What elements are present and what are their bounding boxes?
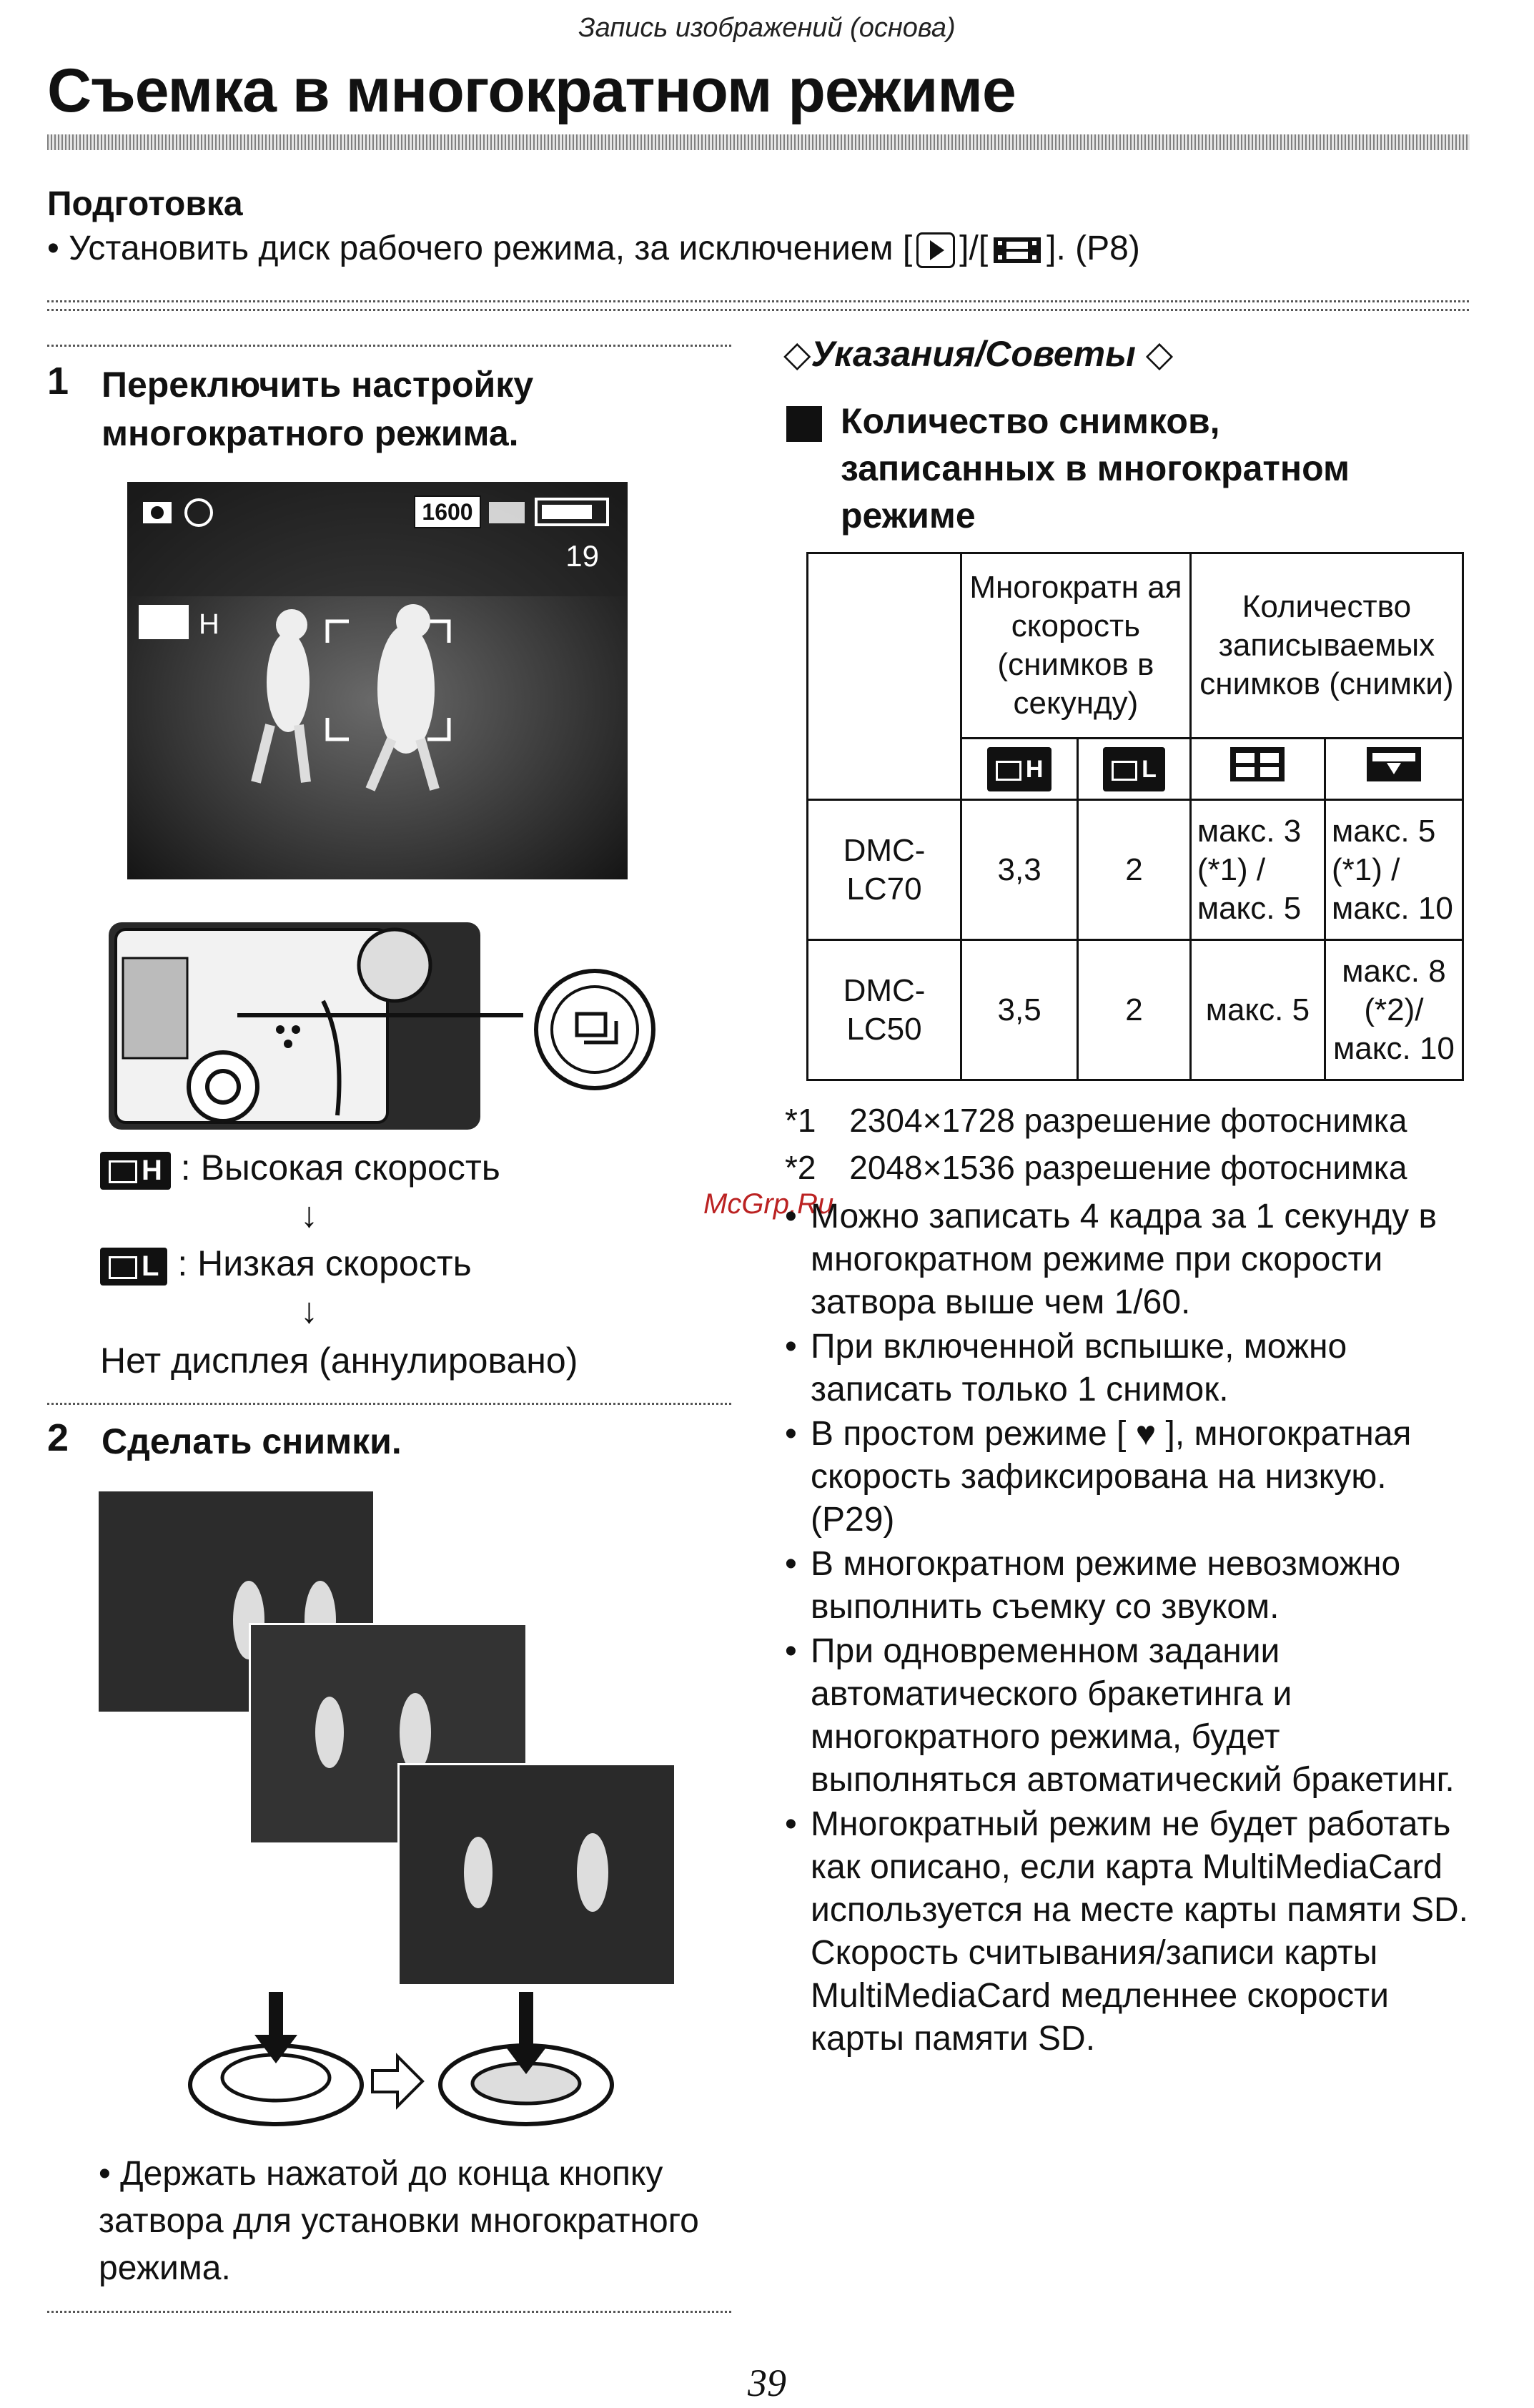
table-cell-h: 3,5 bbox=[961, 940, 1078, 1080]
table-cell-l: 2 bbox=[1078, 940, 1191, 1080]
watermark: McGrp.Ru bbox=[703, 1188, 834, 1220]
divider bbox=[47, 300, 1470, 302]
list-item: • При включенной вспышке, можно записать только 1 снимок. bbox=[785, 1326, 1471, 1411]
table-col-count: Количество записываемых снимков (снимки) bbox=[1190, 553, 1463, 739]
play-icon bbox=[916, 232, 955, 268]
table-row bbox=[808, 800, 1463, 940]
lcd-resolution: 1600 bbox=[422, 499, 473, 525]
footnote-2 bbox=[785, 1148, 1407, 1187]
table-cell-h: 3,3 bbox=[961, 800, 1078, 940]
list-item: • При одновременном задании автоматического бракетинга и многократного режима, будет выполняться автоматический бракетинг. bbox=[785, 1630, 1471, 1802]
footnote-mark: *2 bbox=[785, 1149, 816, 1186]
table-cell-fine: макс. 3 (*1) / макс. 5 bbox=[1190, 800, 1325, 940]
divider bbox=[47, 309, 1470, 311]
footnote-text: 2048×1536 разрешение фотоснимка bbox=[849, 1149, 1407, 1186]
quality-fine-icon bbox=[1190, 739, 1325, 800]
table-cell-fine: макс. 5 bbox=[1190, 940, 1325, 1080]
table-row bbox=[808, 940, 1463, 1080]
burst-low-icon: L bbox=[1078, 739, 1191, 800]
mode-off-label: Нет дисплея (аннулировано) bbox=[100, 1341, 578, 1381]
divider bbox=[47, 2311, 733, 2313]
list-item: • В простом режиме [ ♥ ], многократная скорость зафиксирована на низкую. (P29) bbox=[785, 1413, 1471, 1541]
tips-heading: ◇Указания/Советы ◇ bbox=[783, 334, 1174, 374]
burst-high-icon: H bbox=[961, 739, 1078, 800]
burst-count-table bbox=[806, 552, 1464, 1081]
divider bbox=[47, 345, 733, 347]
mode-high-label: : Высокая скорость bbox=[180, 1148, 500, 1188]
mode-high bbox=[100, 1147, 500, 1190]
table-cell-std: макс. 8 (*2)/ макс. 10 bbox=[1325, 940, 1463, 1080]
burst-low-icon: L bbox=[100, 1248, 167, 1286]
table-cell-l: 2 bbox=[1078, 800, 1191, 940]
prep-text bbox=[47, 229, 1140, 268]
prep-text-before: • Установить диск рабочего режима, за исключением [ bbox=[47, 230, 913, 267]
list-item: • Многократный режим не будет работать как описано, если карта MultiMediaCard используется на месте карты памяти SD. Скорость считывания/записи карты MultiMediaCard медленнее скорости карты памяти SD. bbox=[785, 1803, 1471, 2061]
quality-standard-icon bbox=[1325, 739, 1463, 800]
step-2-number: 2 bbox=[47, 1416, 69, 1459]
footnote-text: 2304×1728 разрешение фотоснимка bbox=[849, 1102, 1407, 1139]
lcd-screen-image bbox=[127, 482, 628, 879]
prep-text-mid: ]/[ bbox=[959, 230, 989, 267]
burst-high-icon: H bbox=[100, 1152, 171, 1190]
step-1-text: Переключить настройку многократного режима. bbox=[102, 365, 534, 453]
prep-heading: Подготовка bbox=[47, 185, 243, 223]
footnote-1 bbox=[785, 1101, 1407, 1140]
step-1-number: 1 bbox=[47, 360, 69, 403]
mode-low-label: : Низкая скорость bbox=[177, 1243, 472, 1283]
divider bbox=[47, 1403, 733, 1405]
page-number: 39 bbox=[748, 2362, 786, 2404]
down-arrow-icon: ↓ bbox=[300, 1195, 318, 1235]
mode-low bbox=[100, 1243, 472, 1286]
step-2-text: Сделать снимки. bbox=[102, 1421, 402, 1461]
lcd-mode: H bbox=[199, 608, 219, 640]
section-square-icon bbox=[786, 406, 822, 442]
tips-subheading: Количество снимков, записанных в многократном режиме bbox=[841, 401, 1350, 536]
table-header-row bbox=[808, 553, 1463, 739]
motion-picture-icon bbox=[992, 235, 1042, 266]
list-item: • Можно записать 4 кадра за 1 секунду в многократном режиме при скорости затвора выше чем 1/60. bbox=[785, 1195, 1471, 1324]
prep-text-after: ]. (P8) bbox=[1046, 230, 1140, 267]
lcd-shot-count: 19 bbox=[565, 539, 599, 573]
section-subtitle: Запись изображений (основа) bbox=[578, 13, 956, 43]
table-model: DMC-LC70 bbox=[808, 800, 961, 940]
hold-shutter-note: • Держать нажатой до конца кнопку затвора для установки многократного режима. bbox=[99, 2155, 699, 2287]
title-underline bbox=[47, 134, 1470, 150]
table-corner-cell bbox=[808, 553, 961, 800]
down-arrow-icon: ↓ bbox=[300, 1291, 318, 1331]
list-item: • В многократном режиме невозможно выполнить съемку со звуком. bbox=[785, 1543, 1471, 1629]
burst-frame-3 bbox=[397, 1763, 676, 1986]
page-title: Съемка в многократном режиме bbox=[47, 56, 1016, 125]
footnote-mark: *1 bbox=[785, 1102, 816, 1139]
tips-bullets bbox=[785, 1195, 1471, 2062]
table-cell-std: макс. 5 (*1) / макс. 10 bbox=[1325, 800, 1463, 940]
shutter-press-illustration bbox=[183, 1992, 669, 2135]
table-col-speed: Многократн ая скорость (снимков в секунду) bbox=[961, 553, 1191, 739]
table-model: DMC-LC50 bbox=[808, 940, 961, 1080]
camera-mode-dial-illustration bbox=[109, 922, 666, 1137]
